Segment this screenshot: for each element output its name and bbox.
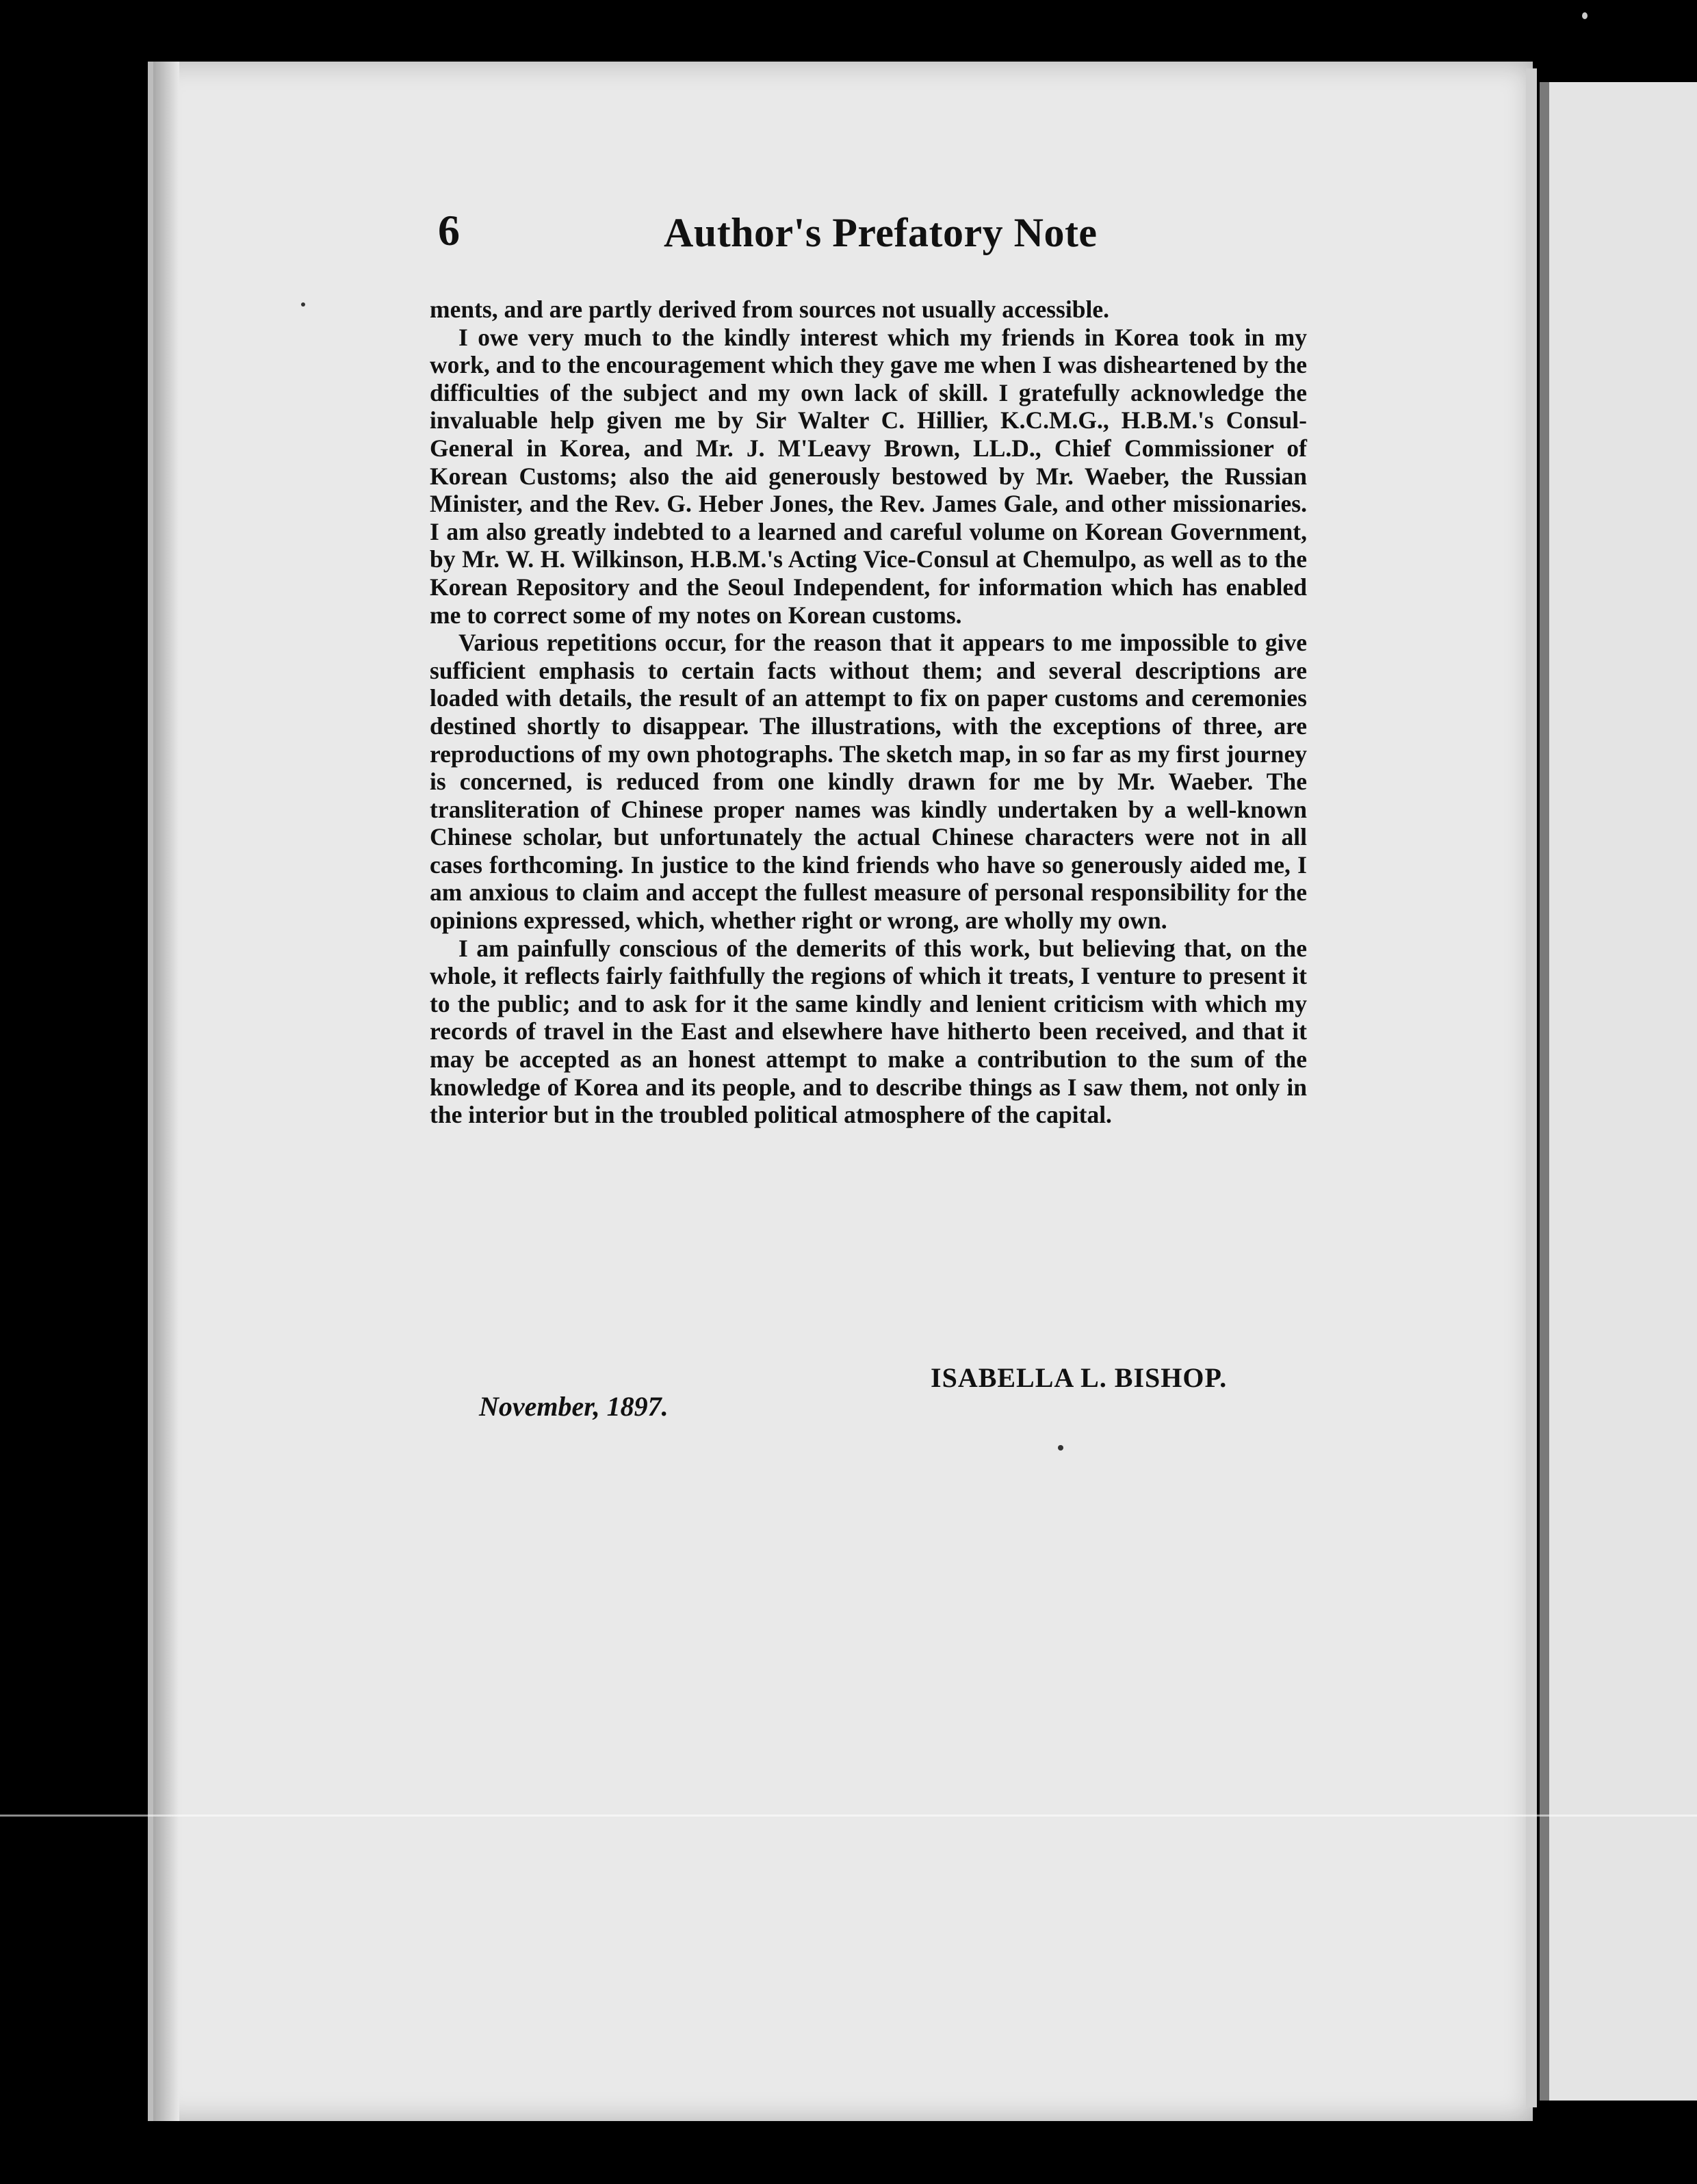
spine-shadow (153, 62, 179, 2121)
running-title: Author's Prefatory Note (664, 210, 1098, 255)
page-header (438, 205, 1314, 274)
ink-speck (301, 302, 305, 307)
page-gutter (1526, 68, 1537, 2107)
note-date: November, 1897. (479, 1391, 669, 1422)
paragraph-closing: I am painfully conscious of the demerits of this work, but believing that, on the whole, it reflects fairly faithfully the regions of which it treats, I venture to present it to the public; and to ask for it the same kindly and lenient criticism with which my records of travel in the East and elsewhere have hitherto been received, and that it may be accepted as an honest attempt to make a contribution to the sum of the knowledge of Korea and its people, and to describe things as I saw them, not only in the interior but in the troubled political atmosphere of the capital. (430, 934, 1307, 1129)
ink-speck (1582, 12, 1588, 19)
facing-page-edge (1540, 82, 1697, 2101)
body-text (430, 296, 1307, 1129)
scan-artifact-line (0, 1815, 1697, 1817)
page-number: 6 (438, 206, 460, 255)
paragraph-repetitions: Various repetitions occur, for the reason that it appears to me impossible to give sufficient emphasis to certain facts without them; and several descriptions are loaded with details, the result of an attempt to fix on paper customs and ceremonies destined shortly to disappear. The illustrations, with the exceptions of three, are reproductions of my own photographs. The sketch map, in so far as my first journey is concerned, is reduced from one kindly drawn for me by Mr. Waeber. The transliteration of Chinese proper names was kindly undertaken by a well-known Chinese scholar, but unfortunately the actual Chinese characters were not in all cases forthcoming. In justice to the kind friends who have so generously aided me, I am anxious to claim and accept the fullest measure of personal responsibility for the opinions expressed, which, whether right or wrong, are wholly my own. (430, 629, 1307, 935)
paragraph-continuation: ments, and are partly derived from sources not usually accessible. (430, 296, 1109, 323)
paragraph-acknowledgements: I owe very much to the kindly interest which my friends in Korea took in my work, and to the encouragement which they gave me when I was disheartened by the difficulties of the subject and my own lack of skill. I gratefully acknowledge the invaluable help given me by Sir Walter C. Hillier, K.C.M.G., H.B.M.'s Consul-General in Korea, and Mr. J. M'Leavy Brown, LL.D., Chief Commissioner of Korean Customs; also the aid generously bestowed by Mr. Waeber, the Russian Minister, and the Rev. G. Heber Jones, the Rev. James Gale, and other missionaries. I am also greatly indebted to a learned and careful volume on Korean Government, by Mr. W. H. Wilkinson, H.B.M.'s Acting Vice-Consul at Chemulpo, as well as to the Korean Repository and the Seoul Independent, for information which has enabled me to correct some of my notes on Korean customs. (430, 323, 1307, 629)
ink-speck (1058, 1445, 1063, 1451)
author-signature: ISABELLA L. BISHOP. (931, 1362, 1228, 1393)
